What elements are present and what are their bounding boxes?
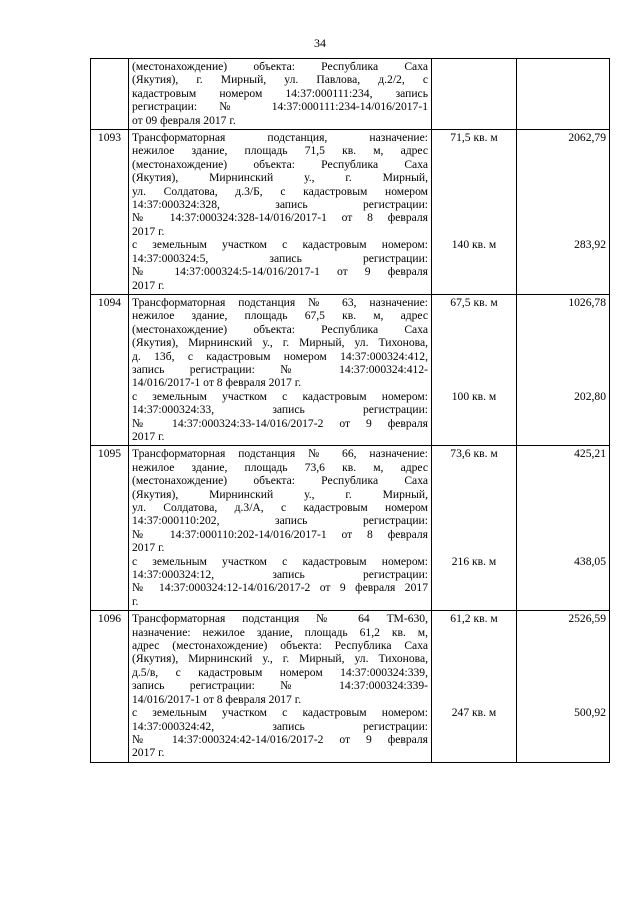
description-line: (Якутия), Мирнинский у., г. Мирный, bbox=[132, 171, 428, 185]
land-area-value: 216 кв. м bbox=[451, 554, 497, 568]
description-line: 14/016/2017-1 от 8 февраля 2017 г. bbox=[132, 692, 302, 706]
page-number: 34 bbox=[314, 36, 326, 50]
area-value-cell bbox=[432, 611, 517, 762]
property-registry-table bbox=[90, 58, 610, 763]
description-line: № 14:37:000324:328-14/016/2017-1 от 8 февраля bbox=[132, 211, 428, 225]
description-line: (местонахождение) объекта: Республика Саха bbox=[132, 157, 428, 171]
row-number: 1093 bbox=[91, 130, 129, 295]
description-line: ул. Солдатова, д.3/Б, с кадастровым номером bbox=[132, 184, 428, 198]
row-number bbox=[91, 59, 129, 130]
description-line: 14/016/2017-1 от 8 февраля 2017 г. bbox=[132, 376, 302, 390]
land-plot-line: с земельным участком с кадастровым номером: bbox=[132, 238, 428, 252]
land-plot-line: 14:37:000324:42, запись регистрации: bbox=[132, 719, 428, 733]
description-line: (местонахождение) объекта: Республика Саха bbox=[132, 60, 428, 73]
land-plot-line: с земельным участком с кадастровым номером: bbox=[132, 389, 428, 403]
property-description bbox=[129, 446, 432, 611]
area-value: 71,5 кв. м bbox=[450, 131, 498, 145]
table-row bbox=[91, 611, 610, 762]
land-cost-value: 283,92 bbox=[574, 238, 606, 252]
description-line: Трансформаторная подстанция № 63, назначение: bbox=[132, 295, 428, 309]
property-description bbox=[129, 130, 432, 295]
land-plot-line: 2017 г. bbox=[132, 746, 165, 760]
description-line: (Якутия), Мирнинский у., г. Мирный, ул. Тихонова, bbox=[132, 336, 428, 350]
property-description bbox=[129, 294, 432, 445]
table-row bbox=[91, 59, 610, 130]
land-plot-line: 2017 г. bbox=[132, 429, 165, 443]
description-line: кадастровым номером 14:37:000111:234, запись bbox=[132, 86, 428, 100]
land-cost-value: 202,80 bbox=[574, 389, 606, 403]
description-line: (Якутия), Мирнинский у., г. Мирный, ул. Тихонова, bbox=[132, 652, 428, 666]
description-line: Трансформаторная подстанция, назначение: bbox=[132, 131, 428, 145]
land-plot-line: № 14:37:000324:12-14/016/2017-2 от 9 февраля 2017 bbox=[132, 581, 428, 595]
land-plot-line: с земельным участком с кадастровым номером: bbox=[132, 554, 428, 568]
area-value: 61,2 кв. м bbox=[450, 612, 498, 626]
row-number: 1096 bbox=[91, 611, 129, 762]
description-line: (Якутия), Мирнинский у., г. Мирный, bbox=[132, 487, 428, 501]
cost-value-cell bbox=[517, 130, 610, 295]
description-line: 2017 г. bbox=[132, 224, 165, 238]
land-plot-line: № 14:37:000324:5-14/016/2017-1 от 9 февраля bbox=[132, 265, 428, 279]
cost-value: 1026,78 bbox=[568, 295, 606, 309]
area-value: 67,5 кв. м bbox=[450, 295, 498, 309]
description-line: назначение: нежилое здание, площадь 61,2 кв. м, bbox=[132, 625, 428, 639]
description-line: нежилое здание, площадь 71,5 кв. м, адрес bbox=[132, 144, 428, 158]
area-value: 73,6 кв. м bbox=[450, 447, 498, 461]
description-line: д.5/в, с кадастровым номером 14:37:000324:339, bbox=[132, 665, 428, 679]
description-line: № 14:37:000110:202-14/016/2017-1 от 8 февраля bbox=[132, 527, 428, 541]
land-plot-line: № 14:37:000324:33-14/016/2017-2 от 9 февраля bbox=[132, 416, 428, 430]
description-line: (местонахождение) объекта: Республика Саха bbox=[132, 322, 428, 336]
row-number: 1095 bbox=[91, 446, 129, 611]
description-line: 14:37:000324:328, запись регистрации: bbox=[132, 198, 428, 212]
row-number: 1094 bbox=[91, 294, 129, 445]
description-line: от 09 февраля 2017 г. bbox=[132, 113, 236, 127]
land-cost-value: 438,05 bbox=[574, 554, 606, 568]
land-area-value: 140 кв. м bbox=[451, 238, 497, 252]
cost-value-cell bbox=[517, 59, 610, 130]
land-plot-line: г. bbox=[132, 594, 139, 608]
description-line: нежилое здание, площадь 73,6 кв. м, адрес bbox=[132, 460, 428, 474]
land-plot-line: 14:37:000324:33, запись регистрации: bbox=[132, 403, 428, 417]
description-line: (Якутия), г. Мирный, ул. Павлова, д.2/2, с bbox=[132, 73, 428, 87]
cost-value: 2062,79 bbox=[568, 131, 606, 145]
area-value-cell bbox=[432, 446, 517, 611]
cost-value: 425,21 bbox=[574, 447, 606, 461]
description-line: ул. Солдатова, д.3/А, с кадастровым номером bbox=[132, 501, 428, 514]
description-line: запись регистрации: № 14:37:000324:412- bbox=[132, 362, 428, 376]
land-cost-value: 500,92 bbox=[574, 706, 606, 720]
land-plot-line: № 14:37:000324:42-14/016/2017-2 от 9 февраля bbox=[132, 732, 428, 746]
description-line: адрес (местонахождение) объекта: Республика Саха bbox=[132, 639, 428, 653]
cost-value: 2526,59 bbox=[568, 612, 606, 626]
table-row bbox=[91, 130, 610, 295]
land-plot-line: 14:37:000324:12, запись регистрации: bbox=[132, 568, 428, 582]
area-value-cell bbox=[432, 294, 517, 445]
cost-value-cell bbox=[517, 446, 610, 611]
description-line: регистрации: № 14:37:000111:234-14/016/2017-1 bbox=[132, 100, 428, 114]
area-value-cell bbox=[432, 59, 517, 130]
land-area-value: 100 кв. м bbox=[451, 389, 497, 403]
description-line: нежилое здание, площадь 67,5 кв. м, адрес bbox=[132, 309, 428, 323]
description-line: 2017 г. bbox=[132, 541, 165, 555]
area-value-cell bbox=[432, 130, 517, 295]
land-plot-line: 2017 г. bbox=[132, 278, 165, 292]
land-plot-line: с земельным участком с кадастровым номером: bbox=[132, 706, 428, 720]
description-line: 14:37:000110:202, запись регистрации: bbox=[132, 514, 428, 528]
property-description bbox=[129, 59, 432, 130]
description-line: Трансформаторная подстанция № 66, назначение: bbox=[132, 447, 428, 461]
table-row bbox=[91, 446, 610, 611]
description-line: (местонахождение) объекта: Республика Саха bbox=[132, 474, 428, 488]
land-area-value: 247 кв. м bbox=[451, 706, 497, 720]
description-line: д. 13б, с кадастровым номером 14:37:000324:412, bbox=[132, 349, 428, 363]
table-row bbox=[91, 294, 610, 445]
description-line: запись регистрации: № 14:37:000324:339- bbox=[132, 679, 428, 693]
cost-value-cell bbox=[517, 294, 610, 445]
description-line: Трансформаторная подстанция № 64 ТМ-630, bbox=[132, 612, 428, 626]
cost-value-cell bbox=[517, 611, 610, 762]
property-description bbox=[129, 611, 432, 762]
land-plot-line: 14:37:000324:5, запись регистрации: bbox=[132, 251, 428, 265]
